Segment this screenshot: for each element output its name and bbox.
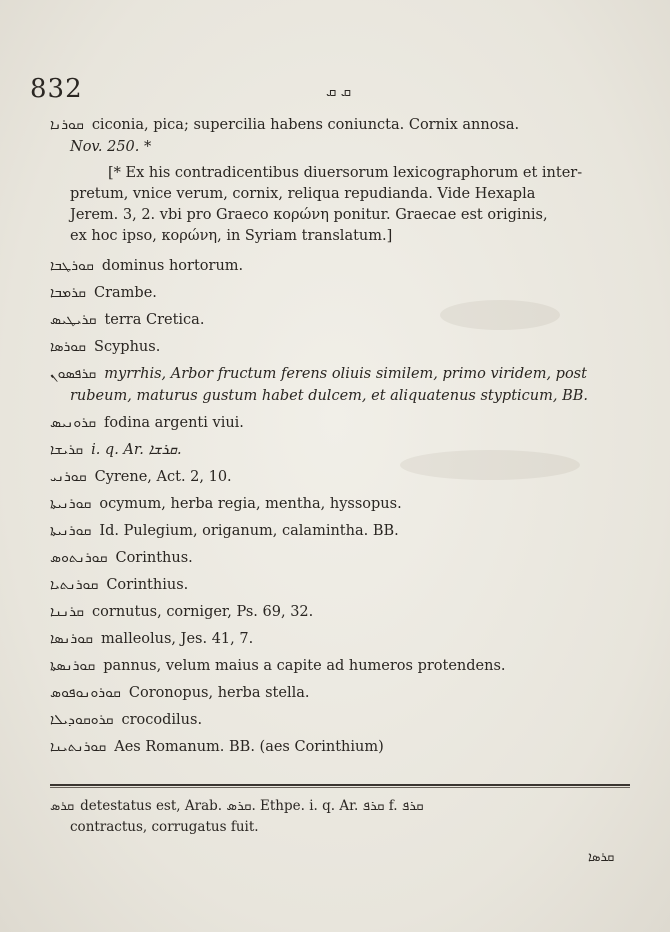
entry [50, 412, 650, 434]
syriac-headword: ܩܘܪܢܐ [50, 117, 84, 133]
entry [50, 574, 650, 596]
entry [50, 282, 650, 304]
syriac-headword: ܩܪܝܛܝܣ [50, 312, 97, 328]
page-number: 832 [30, 74, 83, 104]
note-line: pretum, vnice verum, cornix, reliqua repudianda. Vide Hexapla [70, 186, 536, 202]
entry-gloss: cornutus, corniger, Ps. 69, 32. [92, 604, 314, 620]
footnote-line: contractus, corrugatus fuit. [70, 819, 259, 835]
running-header: ܩ ܩ [326, 84, 352, 100]
entry-gloss: Coronopus, herba stella. [128, 685, 310, 701]
entry-continuation: rubeum, maturus gustum habet dulcem, et aliquatenus stypticum, BB. [70, 388, 589, 404]
syriac-headword: ܩܪܢܢܐ [50, 604, 85, 620]
entry-gloss: Crambe. [94, 285, 157, 301]
entry [50, 439, 650, 461]
syriac-headword: ܩܪܦܣܘܢ [50, 366, 97, 382]
note-line: Jerem. 3, 2. vbi pro Graeco κορώνη ponitur. Graecae est originis, [70, 207, 548, 223]
entry [50, 655, 650, 677]
note-line: ex hoc ipso, κορώνη, in Syriam translatum.] [70, 228, 393, 244]
footnote-syriac-headword: ܩܪܣ [50, 799, 75, 814]
entry-gloss: Corinthus. [115, 550, 193, 566]
syriac-headword: ܩܪܘܩܘܕܝܠܐ [50, 712, 114, 728]
footnote-rule [50, 784, 630, 786]
entry-gloss: ciconia, pica; supercilia habens coniuncta. Cornix annosa. [91, 117, 520, 133]
entry [50, 601, 650, 623]
entry [50, 114, 650, 158]
entry-gloss: pannus, velum maius a capite ad humeros protendens. [103, 658, 506, 674]
entry [50, 520, 650, 542]
note-line: [* Ex his contradicentibus diuersorum lexicographorum et inter- [108, 165, 583, 181]
entry-gloss: myrrhis, Arbor fructum ferens oliuis similem, primo viridem, post [104, 366, 587, 382]
entry-gloss: fodina argenti viui. [104, 415, 244, 431]
entry-gloss: Scyphus. [94, 339, 161, 355]
footnote-line: detestatus est, Arab. ܩܪܣ. Ethpe. i. q. Ar. ܩܪܦ f. ܩܪܦ [80, 798, 424, 814]
syriac-headword: ܩܘܪܘܢܘܦܘܣ [50, 685, 121, 701]
entry-gloss: Id. Pulegium, origanum, calamintha. BB. [99, 523, 399, 539]
dictionary-entries [50, 114, 650, 763]
entry-gloss: crocodilus. [121, 712, 203, 728]
entry [50, 682, 650, 704]
syriac-headword: ܩܘܪܢܝܬܐ [50, 496, 92, 512]
entry-gloss: malleolus, Jes. 41, 7. [101, 631, 254, 647]
entry-continuation: Nov. 250. * [70, 139, 152, 155]
entry-gloss: Cyrene, Act. 2, 10. [94, 469, 232, 485]
syriac-headword: ܩܘܪܛܒܐ [50, 258, 94, 274]
syriac-headword: ܩܘܪܢܬܘܣ [50, 550, 108, 566]
entry-gloss: i. q. Ar. ܩܪܫܐ. [91, 442, 182, 458]
syriac-headword: ܩܘܪܢܬܝܢܐ [50, 739, 107, 755]
entry [50, 336, 650, 358]
footnote [50, 796, 630, 838]
syriac-headword: ܩܪܘܢܝܣ [50, 415, 97, 431]
entry-gloss: Corinthius. [106, 577, 189, 593]
entry-gloss: ocymum, herba regia, mentha, hyssopus. [99, 496, 402, 512]
entry [50, 547, 650, 569]
syriac-headword: ܩܘܪܢܣܬܐ [50, 658, 96, 674]
syriac-headword: ܩܘܪܢܝܬܐ [50, 523, 92, 539]
syriac-headword: ܩܘܪܢܬܝܐ [50, 577, 99, 593]
syriac-headword: ܩܘܪܣܐ [50, 339, 87, 355]
entry [50, 736, 650, 758]
editorial-note [50, 163, 650, 247]
footnote-rule-thin [50, 787, 630, 788]
entry [50, 309, 650, 331]
entry [50, 628, 650, 650]
entry [50, 709, 650, 731]
entry-gloss: Aes Romanum. BB. (aes Corinthium) [114, 739, 384, 755]
entry [50, 493, 650, 515]
syriac-headword: ܩܘܪܢܝ [50, 469, 87, 485]
entry [50, 363, 650, 407]
syriac-headword: ܩܘܪܢܣܐ [50, 631, 94, 647]
syriac-headword: ܩܪܝܫܐ [50, 442, 84, 458]
catchword: ܩܪܣܐ [588, 850, 615, 865]
entry-gloss: terra Cretica. [104, 312, 205, 328]
entry [50, 255, 650, 277]
entry [50, 466, 650, 488]
entry-gloss: dominus hortorum. [101, 258, 244, 274]
syriac-headword: ܩܪܡܒܐ [50, 285, 86, 301]
